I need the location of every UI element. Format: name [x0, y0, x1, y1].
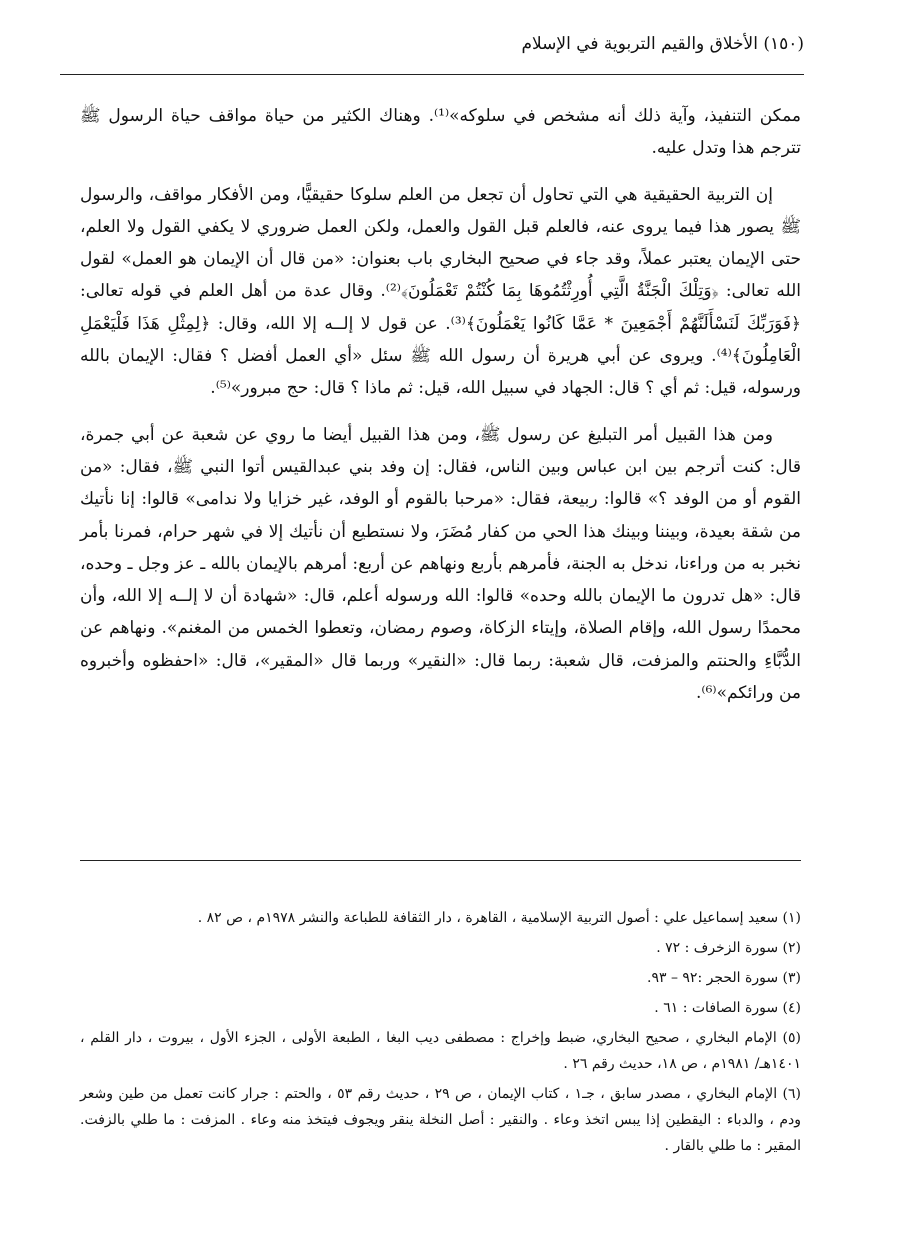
footnote: (٤) سورة الصافات : ٦١ .	[654, 1000, 801, 1016]
body-text	[80, 100, 801, 723]
paragraph: إن التربية الحقيقية هي التي تحاول أن تجعل من العلم سلوكا حقيقيًّا، ومن الأفكار مواقف، والرسول ﷺ يصور هذا فيما يروى عنه، فالعلم قبل القول والعمل، ولكن العمل ضروري لا يكفي القول ولا العلم، حتى الإيمان يعتبر عملاً، وقد جاء في صحيح البخاري باب بعنوان: «من قال أن الإيمان هو العمل» لقول الله تعالى: ﴿وَتِلْكَ الْجَنَّةُ الَّتِي أُورِثْتُمُوهَا بِمَا كُنْتُمْ تَعْمَلُونَ﴾⁽²⁾. وقال عدة من أهل العلم في قوله تعالى: ﴿فَوَرَبِّكَ لَنَسْأَلَنَّهُمْ أَجْمَعِينَ * عَمَّا كَانُوا يَعْمَلُونَ﴾⁽³⁾. عن قول لا إلــه إلا الله، وقال: ﴿لِمِثْلِ هَذَا فَلْيَعْمَلِ الْعَامِلُونَ﴾⁽⁴⁾. ويروى عن أبي هريرة أن رسول الله ﷺ سئل «أي العمل أفضل ؟ فقال: الإيمان بالله ورسوله، قيل: ثم أي ؟ قال: الجهاد في سبيل الله، قيل: ثم ماذا ؟ قال: حج مبرور»⁽⁵⁾.	[80, 184, 801, 399]
paragraph: ومن هذا القبيل أمر التبليغ عن رسول ﷺ، ومن هذا القبيل أيضا ما روي عن شعبة عن أبي جمرة، قال: كنت أترجم بين ابن عباس وبين الناس، فقال: إن وفد بني عبدالقيس أتوا النبي ﷺ، فقال: «من القوم أو من الوفد ؟» قالوا: ربيعة، فقال: «مرحبا بالقوم أو الوفد، غير خزايا ولا ندامى» قالوا: إنا نأتيك من شقة بعيدة، وبيننا وبينك هذا الحي من كفار مُضَرَ، ولا نستطيع أن نأتيك إلا في شهر حرام، فمرنا بأمر نخبر به من وراءنا، ندخل به الجنة، فأمرهم بأربع ونهاهم عن أربع: أمرهم بالإيمان بالله ـ عز وجل ـ وحده، قال: «هل تدرون ما الإيمان بالله وحده» قالوا: الله ورسوله أعلم، قال: «شهادة أن لا إلــه إلا الله، وأن محمدًا رسول الله، وإقام الصلاة، وإيتاء الزكاة، وصوم رمضان، وتعطوا الخمس من المغنم». ونهاهم عن الدُّبَّاءِ والحنتم والمزفت، قال شعبة: ربما قال: «النقير» وربما قال «المقير»، قال: «احفظوه وأخبروه من ورائكم»⁽⁶⁾.	[80, 424, 801, 704]
footnote: (٣) سورة الحجر :٩٢ – ٩٣.	[647, 970, 801, 986]
footnotes	[80, 905, 801, 1163]
footnote: (٢) سورة الزخرف : ٧٢ .	[656, 940, 801, 956]
footnote: (١) سعيد إسماعيل علي : أصول التربية الإسلامية ، القاهرة ، دار الثقافة للطباعة والنشر ١٩٧٨م ، ص ٨٢ .	[197, 910, 801, 926]
header-title: (١٥٠) الأخلاق والقيم التربوية في الإسلام	[521, 34, 804, 54]
paragraph: ممكن التنفيذ، وآية ذلك أنه مشخص في سلوكه»⁽¹⁾. وهناك الكثير من حياة مواقف حياة الرسول ﷺ تترجم هذا وتدل عليه.	[80, 106, 802, 159]
footnote: (٦) الإمام البخاري ، مصدر سابق ، جـ١ ، كتاب الإيمان ، ص ٢٩ ، حديث رقم ٥٣ ، والحتم : جرار كانت تعمل من طين وشعر ودم ، والدباء : اليقطين إذا يبس اتخذ وعاء . والنقير : أصل النخلة ينقر ويجوف فيتخذ منه وعاء . المزفت : ما طلي بالزفت. المقير : ما طلي بالقار .	[80, 1086, 801, 1154]
footnote-divider	[80, 860, 801, 861]
footnote: (٥) الإمام البخاري ، صحيح البخاري، ضبط وإخراج : مصطفى ديب البغا ، الطبعة الأولى ، الجزء الأول ، بيروت ، دار القلم ، ١٤٠١هـ/ ١٩٨١م ، ص ١٨، حديث رقم ٢٦ .	[80, 1030, 801, 1072]
running-header	[60, 30, 804, 75]
